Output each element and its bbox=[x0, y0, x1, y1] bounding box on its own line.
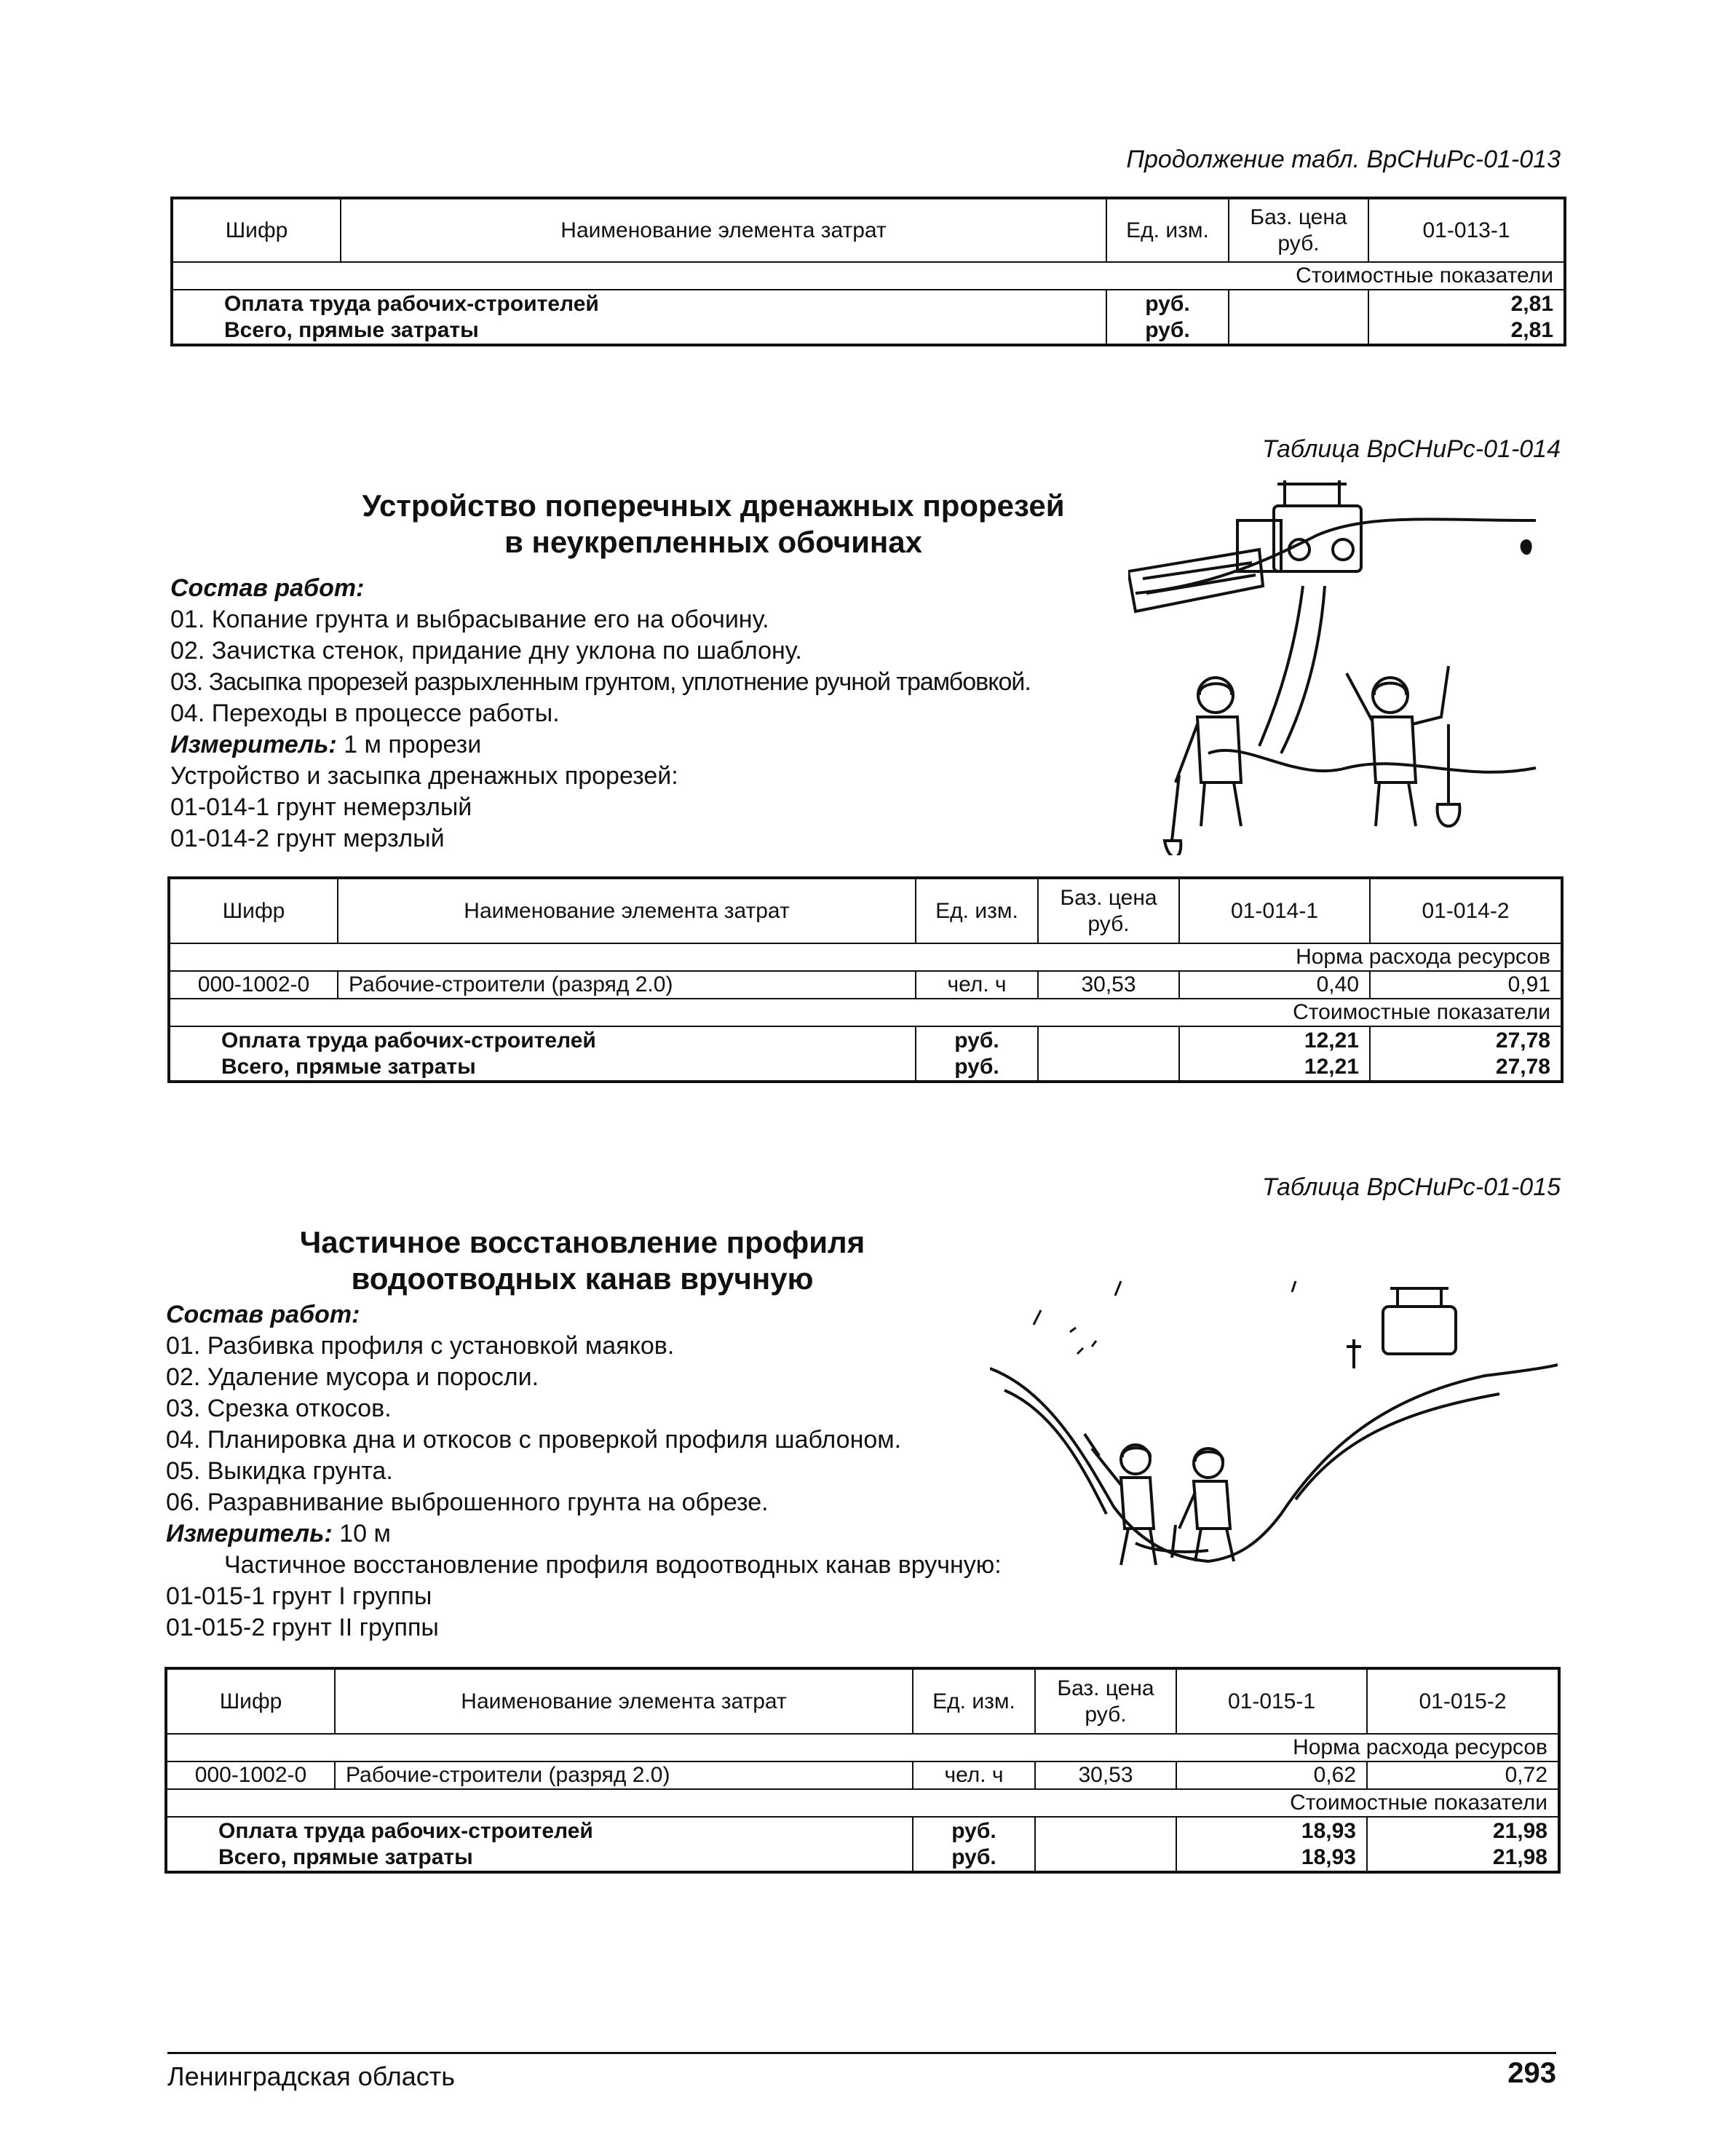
work-item: 02. Удаление мусора и поросли. bbox=[166, 1363, 539, 1391]
variant-item: 01-015-2 грунт II группы bbox=[166, 1614, 439, 1641]
cost-name: Оплата труда рабочих-строителей bbox=[166, 1817, 913, 1844]
meter-value: 1 м прорези bbox=[336, 731, 482, 758]
col-01-014-2-header: 01-014-2 bbox=[1370, 878, 1562, 943]
resource-code: 000-1002-0 bbox=[169, 971, 338, 999]
cost-name: Всего, прямые затраты bbox=[172, 317, 1106, 345]
table-row bbox=[166, 1817, 1559, 1844]
table-row bbox=[172, 317, 1565, 345]
resource-code: 000-1002-0 bbox=[166, 1761, 335, 1789]
cost-price bbox=[1229, 317, 1368, 345]
resource-value-2: 0,91 bbox=[1370, 971, 1562, 999]
table-01-014 bbox=[167, 876, 1563, 1083]
table-01-015 bbox=[165, 1667, 1561, 1874]
col-code-header: Шифр bbox=[172, 198, 341, 262]
section-cost-label: Стоимостные показатели bbox=[172, 262, 1565, 290]
section-cost-label: Стоимостные показатели bbox=[169, 999, 1562, 1026]
table-caption-01-015: Таблица ВрСНиРс-01-015 bbox=[1261, 1173, 1561, 1201]
cost-price bbox=[1035, 1817, 1176, 1844]
cost-price bbox=[1038, 1054, 1179, 1082]
section-row bbox=[172, 262, 1565, 290]
meter-value: 10 м bbox=[332, 1520, 391, 1547]
section-cost-label: Стоимостные показатели bbox=[166, 1789, 1559, 1817]
section-resources-label: Норма расхода ресурсов bbox=[166, 1734, 1559, 1761]
work-item: 03. Срезка откосов. bbox=[166, 1395, 392, 1422]
work-item: 06. Разравнивание выброшенного грунта на обрезе. bbox=[166, 1489, 769, 1516]
worker-right bbox=[1172, 1448, 1234, 1561]
meter-line bbox=[170, 729, 1031, 761]
table-01-013 bbox=[170, 197, 1566, 346]
title-line: Устройство поперечных дренажных прорезей bbox=[362, 488, 1065, 523]
col-name-header: Наименование элемента затрат bbox=[335, 1668, 913, 1734]
meter-label: Измеритель: bbox=[170, 731, 337, 758]
variant-item: 01-014-2 грунт мерзлый bbox=[170, 825, 445, 852]
resource-value-1: 0,62 bbox=[1176, 1761, 1367, 1789]
table-row bbox=[169, 1026, 1562, 1054]
resource-value-2: 0,72 bbox=[1367, 1761, 1559, 1789]
cost-price bbox=[1038, 1026, 1179, 1054]
cost-name: Всего, прямые затраты bbox=[169, 1054, 916, 1082]
cost-name: Оплата труда рабочих-строителей bbox=[172, 290, 1106, 317]
col-name-header: Наименование элемента затрат bbox=[341, 198, 1106, 262]
cost-value-2: 27,78 bbox=[1370, 1054, 1562, 1082]
resource-name: Рабочие-строители (разряд 2.0) bbox=[338, 971, 916, 999]
cost-unit: руб. bbox=[1106, 290, 1229, 317]
work-item: 03. Засыпка прорезей разрыхленным грунтом, уплотнение ручной трамбовкой. bbox=[170, 668, 1031, 696]
cost-unit: руб. bbox=[916, 1054, 1038, 1082]
resource-unit: чел. ч bbox=[916, 971, 1038, 999]
ditch-workers-illustration bbox=[990, 1267, 1558, 1601]
flying-debris bbox=[1034, 1281, 1296, 1354]
works-label: Состав работ: bbox=[166, 1301, 360, 1328]
cost-value: 2,81 bbox=[1368, 290, 1565, 317]
table-row bbox=[166, 1761, 1559, 1789]
excavation-workers-illustration bbox=[1128, 477, 1565, 855]
table-row bbox=[166, 1844, 1559, 1872]
cost-unit: руб. bbox=[916, 1026, 1038, 1054]
table-row bbox=[172, 290, 1565, 317]
footer-divider bbox=[167, 2052, 1556, 2054]
table-header-row bbox=[169, 878, 1562, 943]
cost-value-2: 27,78 bbox=[1370, 1026, 1562, 1054]
work-item: 01. Разбивка профиля с установкой маяков. bbox=[166, 1332, 675, 1360]
description: Частичное восстановление профиля водоотводных канав вручную: bbox=[224, 1551, 1002, 1579]
continuation-caption: Продолжение табл. ВрСНиРс-01-013 bbox=[1126, 146, 1561, 173]
works-block-01-015 bbox=[166, 1299, 1002, 1644]
resource-unit: чел. ч bbox=[913, 1761, 1035, 1789]
col-price-header: Баз. цена руб. bbox=[1035, 1668, 1176, 1734]
section-row bbox=[169, 943, 1562, 971]
cost-value-1: 18,93 bbox=[1176, 1817, 1367, 1844]
col-code-header: Шифр bbox=[166, 1668, 335, 1734]
worker-right bbox=[1347, 666, 1459, 826]
variant-item: 01-014-1 грунт немерзлый bbox=[170, 793, 472, 821]
meter-label: Измеритель: bbox=[166, 1520, 333, 1547]
col-01-013-1-header: 01-013-1 bbox=[1368, 198, 1565, 262]
section-title-01-015 bbox=[182, 1224, 983, 1297]
col-unit-header: Ед. изм. bbox=[916, 878, 1038, 943]
cost-price bbox=[1229, 290, 1368, 317]
col-name-header: Наименование элемента затрат bbox=[338, 878, 916, 943]
table-header-row bbox=[166, 1668, 1559, 1734]
worker-left bbox=[1165, 678, 1241, 855]
col-price-header: Баз. цена руб. bbox=[1038, 878, 1179, 943]
works-label: Состав работ: bbox=[170, 574, 365, 602]
col-unit-header: Ед. изм. bbox=[913, 1668, 1035, 1734]
cost-name: Всего, прямые затраты bbox=[166, 1844, 913, 1872]
work-item: 01. Копание грунта и выбрасывание его на обочину. bbox=[170, 606, 769, 633]
meter-line bbox=[166, 1518, 1002, 1550]
col-price-header: Баз. цена руб. bbox=[1229, 198, 1368, 262]
section-row bbox=[166, 1789, 1559, 1817]
col-01-015-1-header: 01-015-1 bbox=[1176, 1668, 1367, 1734]
description: Устройство и засыпка дренажных прорезей: bbox=[170, 762, 678, 790]
table-row bbox=[169, 971, 1562, 999]
col-unit-header: Ед. изм. bbox=[1106, 198, 1229, 262]
col-code-header: Шифр bbox=[169, 878, 338, 943]
cost-value-1: 12,21 bbox=[1179, 1026, 1370, 1054]
cost-unit: руб. bbox=[1106, 317, 1229, 345]
variant-item: 01-015-1 грунт I группы bbox=[166, 1582, 432, 1610]
resource-name: Рабочие-строители (разряд 2.0) bbox=[335, 1761, 913, 1789]
footer-region: Ленинградская область bbox=[167, 2061, 456, 2091]
work-item: 04. Переходы в процессе работы. bbox=[170, 699, 560, 727]
table-row bbox=[169, 1054, 1562, 1082]
cost-unit: руб. bbox=[913, 1817, 1035, 1844]
cost-unit: руб. bbox=[913, 1844, 1035, 1872]
resource-price: 30,53 bbox=[1035, 1761, 1176, 1789]
work-item: 04. Планировка дна и откосов с проверкой профиля шаблоном. bbox=[166, 1426, 902, 1454]
section-row bbox=[169, 999, 1562, 1026]
title-line: в неукрепленных обочинах bbox=[504, 525, 923, 559]
worker-left bbox=[1085, 1434, 1156, 1565]
resource-price: 30,53 bbox=[1038, 971, 1179, 999]
col-01-015-2-header: 01-015-2 bbox=[1367, 1668, 1559, 1734]
table-caption-01-014: Таблица ВрСНиРс-01-014 bbox=[1261, 435, 1561, 463]
title-line: водоотводных канав вручную bbox=[351, 1261, 814, 1296]
table-header-row bbox=[172, 198, 1565, 262]
work-item: 05. Выкидка грунта. bbox=[166, 1457, 393, 1485]
section-resources-label: Норма расхода ресурсов bbox=[169, 943, 1562, 971]
section-title-01-014 bbox=[175, 488, 1252, 560]
cost-value-2: 21,98 bbox=[1367, 1817, 1559, 1844]
works-block-01-014 bbox=[170, 573, 1031, 855]
col-01-014-1-header: 01-014-1 bbox=[1179, 878, 1370, 943]
cost-price bbox=[1035, 1844, 1176, 1872]
page-number: 293 bbox=[1507, 2057, 1556, 2089]
bird-icon bbox=[1521, 539, 1532, 555]
cost-value-1: 18,93 bbox=[1176, 1844, 1367, 1872]
cost-value: 2,81 bbox=[1368, 317, 1565, 345]
section-row bbox=[166, 1734, 1559, 1761]
cost-value-2: 21,98 bbox=[1367, 1844, 1559, 1872]
cost-name: Оплата труда рабочих-строителей bbox=[169, 1026, 916, 1054]
title-line: Частичное восстановление профиля bbox=[299, 1225, 865, 1259]
resource-value-1: 0,40 bbox=[1179, 971, 1370, 999]
work-item: 02. Зачистка стенок, придание дну уклона по шаблону. bbox=[170, 637, 802, 665]
cost-value-1: 12,21 bbox=[1179, 1054, 1370, 1082]
